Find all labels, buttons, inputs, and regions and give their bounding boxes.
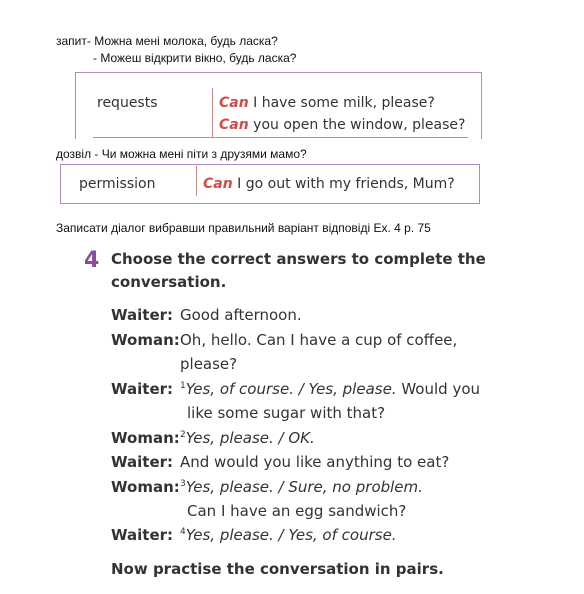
dialogue-text-continued: Can I have an egg sandwich? <box>187 502 407 520</box>
dialogue-text: Good afternoon. <box>180 306 302 324</box>
can-keyword: Can <box>219 95 249 111</box>
can-keyword: Can <box>203 176 233 192</box>
permission-example-text: I go out with my friends, Mum? <box>232 176 455 192</box>
exercise-instruction-line2: conversation. <box>111 273 227 291</box>
request-example-1 <box>219 95 435 111</box>
dialogue-text <box>180 478 423 496</box>
dialogue-text-continued: please? <box>180 355 238 373</box>
request-example-2 <box>219 117 465 133</box>
exercise-number: 4 <box>84 248 100 273</box>
answer-options[interactable]: Yes, of course. / Yes, please. <box>185 380 397 398</box>
speaker-label: Woman: <box>111 429 180 447</box>
permission-label: permission <box>79 176 156 192</box>
speaker-label: Woman: <box>111 478 180 496</box>
dialogue-text <box>180 526 397 544</box>
gap-number: 2 <box>180 430 186 440</box>
answer-options[interactable]: Yes, please. / OK. <box>185 429 315 447</box>
speaker-label: Woman: <box>111 331 180 349</box>
dialogue-text <box>180 429 315 447</box>
permission-example <box>203 176 455 192</box>
dialogue-text-rest: Would you <box>396 380 481 398</box>
dialogue-text: And would you like anything to eat? <box>180 453 450 471</box>
dialogue-text: Oh, hello. Can I have a cup of coffee, <box>180 331 458 349</box>
exercise-instruction-line1: Choose the correct answers to complete the <box>111 250 486 268</box>
can-keyword: Can <box>219 117 249 133</box>
speaker-label: Waiter: <box>111 453 174 471</box>
request-note: запит- Можна мені молока, будь ласка? <box>56 34 278 48</box>
dialogue-text <box>180 380 480 398</box>
gap-number: 3 <box>180 479 186 489</box>
speaker-label: Waiter: <box>111 526 174 544</box>
closing-instruction: Now practise the conversation in pairs. <box>111 560 444 578</box>
requests-divider <box>212 88 213 138</box>
gap-number: 4 <box>180 527 186 537</box>
dialogue-text-continued: like some sugar with that? <box>187 404 386 422</box>
speaker-label: Waiter: <box>111 306 174 324</box>
answer-options[interactable]: Yes, please. / Yes, of course. <box>185 526 397 544</box>
permission-divider <box>196 166 197 196</box>
requests-label: requests <box>97 95 158 111</box>
request-example-1-text: I have some milk, please? <box>248 95 435 111</box>
task-note: Записати діалог вибравши правильний варіант відповіді Ех. 4 р. 75 <box>56 221 431 235</box>
permission-note: дозвіл - Чи можна мені піти з друзями мамо? <box>56 147 307 161</box>
answer-options[interactable]: Yes, please. / Sure, no problem. <box>185 478 423 496</box>
request-note-second: - Можеш відкрити вікно, будь ласка? <box>93 51 297 65</box>
request-example-2-text: you open the window, please? <box>248 117 466 133</box>
speaker-label: Waiter: <box>111 380 174 398</box>
requests-row-bottom <box>93 137 468 138</box>
gap-number: 1 <box>180 381 186 391</box>
